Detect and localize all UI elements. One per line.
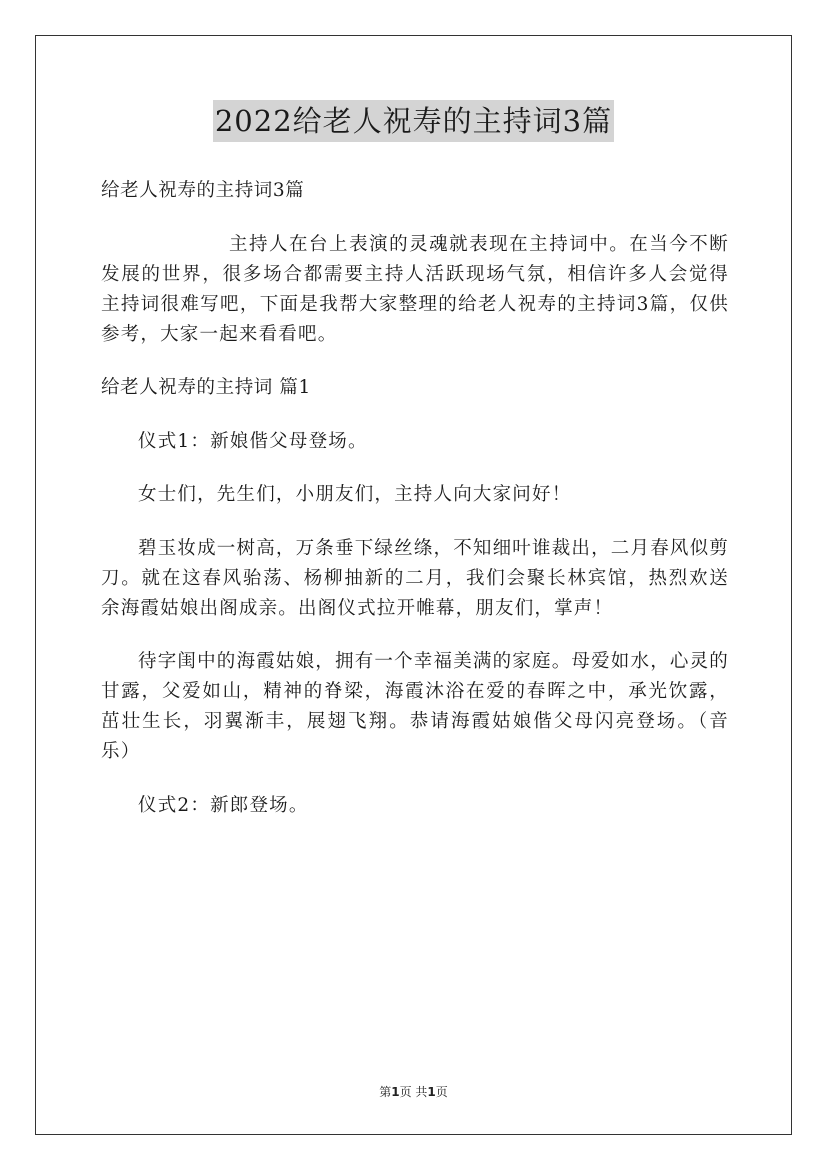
footer-middle: 页 共 (399, 1085, 428, 1099)
paragraph: 仪式1：新娘偕父母登场。 (138, 430, 368, 452)
section-content (101, 427, 729, 821)
footer-suffix: 页 (435, 1085, 448, 1099)
paragraph: 女士们，先生们，小朋友们，主持人向大家问好！ (138, 484, 572, 505)
paragraph: 待字闺中的海霞姑娘，拥有一个幸福美满的家庭。母爱如水，心灵的甘露，父爱如山，精神的脊梁，海霞沐浴在爱的春晖之中，承光饮露，茁壮生长，羽翼渐丰，展翅飞翔。恭请海霞姑娘偕父母闪亮登场。（音乐） (101, 651, 730, 762)
paragraph: 碧玉妆成一树高，万条垂下绿丝绦，不知细叶谁裁出，二月春风似剪刀。就在这春风骀荡、杨柳抽新的二月，我们会聚长林宾馆，热烈欢送余海霞姑娘出阁成亲。出阁仪式拉开帷幕，朋友们，掌声！ (101, 537, 730, 619)
document-subtitle: 给老人祝寿的主持词3篇 (101, 180, 305, 201)
document-body (101, 176, 729, 844)
intro-paragraph (101, 230, 729, 350)
page-footer (0, 1083, 827, 1100)
footer-page-total: 1 (427, 1085, 436, 1099)
intro-text: 主持人在台上表演的灵魂就表现在主持词中。在当今不断发展的世界，很多场合都需要主持人活跃现场气氛，相信许多人会觉得主持词很难写吧，下面是我帮大家整理的给老人祝寿的主持词3篇，仅供参考，大家一起来看看吧。 (101, 233, 729, 345)
title-area (0, 100, 827, 142)
footer-prefix: 第 (379, 1085, 392, 1099)
paragraph: 仪式2：新郎登场。 (138, 794, 309, 816)
footer-page-number: 1 (391, 1085, 400, 1099)
document-title: 2022给老人祝寿的主持词3篇 (213, 100, 614, 142)
section-heading: 给老人祝寿的主持词 篇1 (101, 377, 311, 398)
